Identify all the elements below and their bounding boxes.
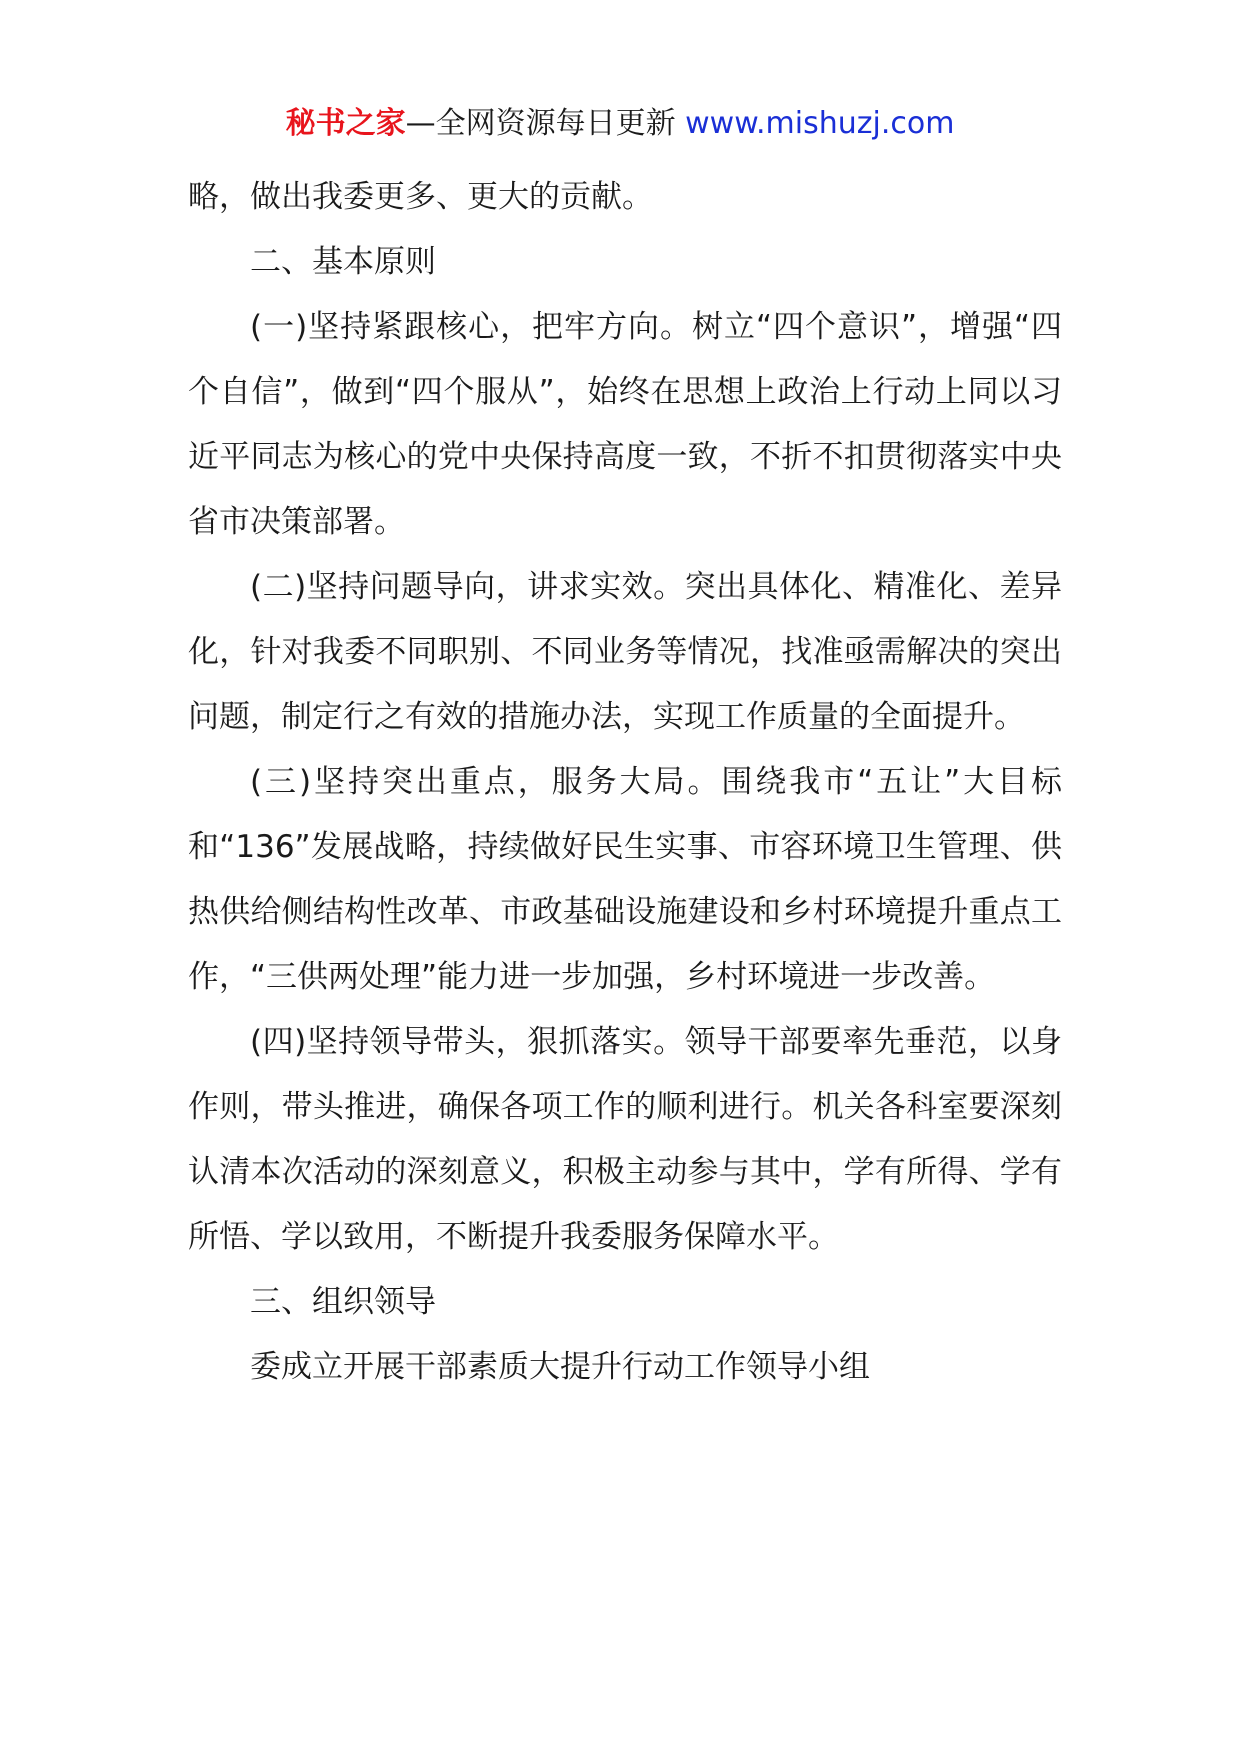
site-url-link[interactable]: www.mishuzj.com <box>685 106 955 141</box>
section-heading-basic-principles: 二、基本原则 <box>250 244 436 280</box>
site-header <box>0 102 1240 146</box>
paragraph-principle-3: (三)坚持突出重点，服务大局。围绕我市“五让”大目标和“136”发展战略，持续做好民生实事、市容环境卫生管理、供热供给侧结构性改革、市政基础设施建设和乡村环境提升重点工作，“三供两处理”能力进一步加强，乡村环境进一步改善。 <box>188 764 1062 995</box>
paragraph-principle-4: (四)坚持领导带头，狠抓落实。领导干部要率先垂范，以身作则，带头推进，确保各项工作的顺利进行。机关各科室要深刻认清本次活动的深刻意义，积极主动参与其中，学有所得、学有所悟、学以致用，不断提升我委服务保障水平。 <box>188 1024 1062 1255</box>
document-body <box>188 165 1062 1400</box>
paragraph-principle-1: (一)坚持紧跟核心，把牢方向。树立“四个意识”，增强“四个自信”，做到“四个服从”，始终在思想上政治上行动上同以习近平同志为核心的党中央保持高度一致，不折不扣贯彻落实中央省市决策部署。 <box>188 309 1062 540</box>
site-brand: 秘书之家 <box>285 106 406 141</box>
paragraph-principle-2: (二)坚持问题导向，讲求实效。突出具体化、精准化、差异化，针对我委不同职别、不同业务等情况，找准亟需解决的突出问题，制定行之有效的措施办法，实现工作质量的全面提升。 <box>188 569 1062 735</box>
section-heading-organization: 三、组织领导 <box>250 1284 436 1320</box>
paragraph-leading-group: 委成立开展干部素质大提升行动工作领导小组 <box>250 1349 870 1385</box>
site-slogan: —全网资源每日更新 <box>405 106 686 141</box>
paragraph-continuation: 略，做出我委更多、更大的贡献。 <box>188 179 653 215</box>
